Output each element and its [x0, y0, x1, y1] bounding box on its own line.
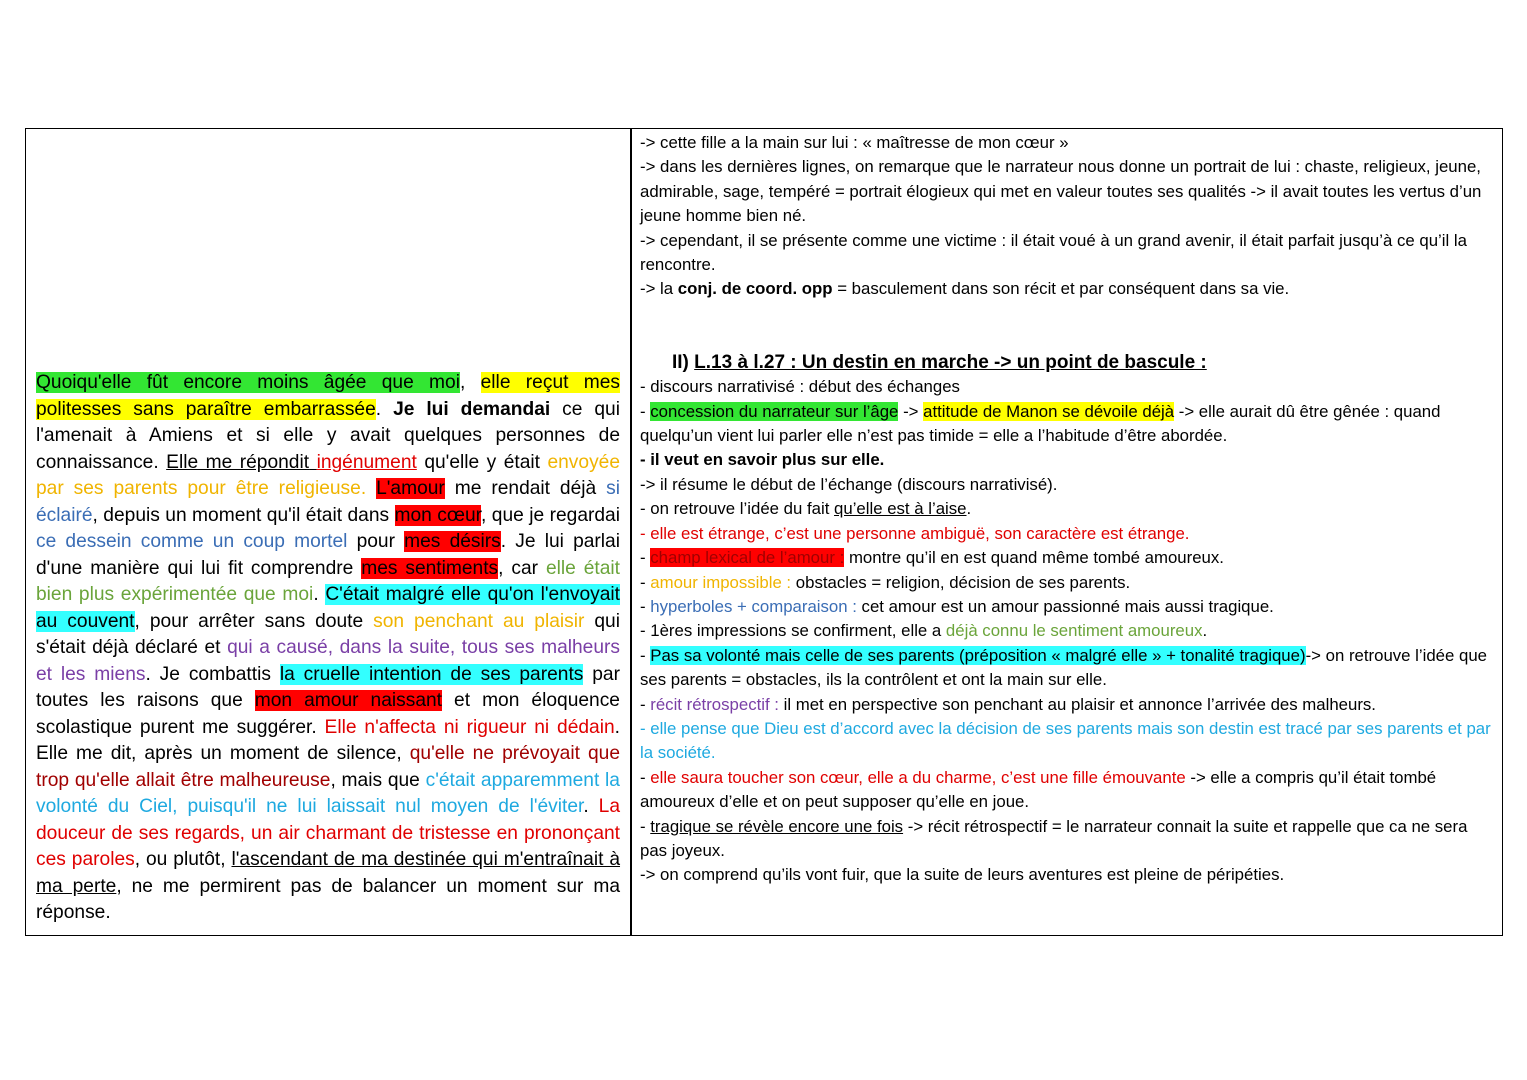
text-run: me rendait déjà: [444, 478, 607, 499]
text-run: ->: [898, 401, 924, 421]
analysis-column: [640, 131, 1496, 888]
text-run: -: [640, 694, 651, 714]
text-run: , ou plutôt,: [134, 849, 232, 870]
section-number: II): [672, 351, 695, 373]
analysis-line: - il veut en savoir plus sur elle.: [640, 450, 885, 470]
text-run: -> la: [640, 279, 678, 299]
spacer: [640, 302, 1496, 351]
analysis-line: [640, 619, 1496, 643]
text-run: ce qui l'amenait à Amiens et si elle y avait quelques personnes de connaissance.: [36, 398, 620, 473]
highlight-cyan: la cruelle intention de ses parents: [279, 663, 584, 685]
highlight-red: mon cœur: [394, 504, 481, 526]
bold-text: Je lui demandai: [393, 398, 551, 420]
text-run: .: [313, 584, 326, 605]
two-column-table: [25, 128, 1503, 936]
highlight-red: mes désirs: [404, 531, 501, 552]
text-run: -> elle a compris qu’il était tombé amoureux d’elle et on peut supposer qu’elle en joue.: [640, 767, 1437, 812]
bold-text: conj. de coord. opp: [677, 279, 833, 299]
analysis-line: -> dans les dernières lignes, on remarque que le narrateur nous donne un portrait de lui : chaste, religieux, jeune, admirable, sage, tempéré = portrait élogieux qui met en valeur toutes ses qualités -> il avait toutes les vertus d’un jeune homme bien né.: [640, 157, 1482, 226]
analysis-line: - discours narrativisé : début des échanges: [640, 377, 960, 397]
analysis-line: -> on comprend qu’ils vont fuir, que la suite de leurs aventures est pleine de péripéties.: [640, 865, 1285, 885]
analysis-line: -> cette fille a la main sur lui : « maîtresse de mon cœur »: [640, 133, 1069, 152]
text-run: cet amour est un amour passionné mais aussi tragique.: [856, 596, 1274, 616]
highlight-cyan: Pas sa volonté mais celle de ses parents (préposition « malgré elle » + tonalité tragique): [650, 645, 1306, 665]
text-run: -: [640, 596, 651, 616]
text-run: = basculement dans son récit et par conséquent dans sa vie.: [832, 279, 1290, 299]
text-run: obstacles = religion, décision de ses parents.: [791, 572, 1131, 592]
text-run: -: [640, 572, 651, 592]
text-run: -> elle aurait dû être gênée : quand quelqu’un vient lui parler elle n’est pas timide = elle a l’habitude d’être abordée.: [640, 401, 1441, 446]
red-text: elle saura toucher son cœur, elle a du charme, c’est une fille émouvante: [650, 767, 1186, 787]
text-run: -: [640, 767, 651, 787]
text-run: -: [640, 401, 651, 421]
underlined-text: qu’elle est à l’aise: [834, 499, 967, 519]
text-run: . Elle me dit, après un moment de silence,: [36, 716, 620, 764]
purple-text: qui a causé, dans la suite, tous ses malheurs et les miens: [36, 637, 620, 685]
text-run: -> récit rétrospectif = le narrateur connait la suite et rappelle que ca ne sera pas joyeux.: [640, 816, 1468, 860]
text-run: .: [583, 796, 599, 817]
highlight-cyan: C'était malgré elle qu'on l'envoyait au couvent: [36, 584, 620, 632]
text-run: , pour arrêter sans doute: [134, 610, 374, 632]
blue-text: ce dessein comme un coup mortel: [36, 531, 348, 552]
highlight-green: Quoiqu'elle fût encore moins âgée que moi: [36, 372, 460, 393]
text-run: par toutes les raisons que: [36, 663, 620, 711]
highlight-red: mon amour naissant: [254, 690, 443, 711]
analysis-line: [640, 400, 1496, 449]
analysis-line: [640, 595, 1496, 619]
highlight-green: concession du narrateur sur l’âge: [650, 401, 899, 421]
text-run: qu'elle y était: [416, 451, 548, 473]
analysis-line: [640, 644, 1496, 693]
orange-text: envoyée par ses parents pour être religieuse.: [36, 451, 621, 499]
highlight-red: mes sentiments: [361, 557, 499, 579]
text-run: , depuis un moment qu'il était dans: [92, 504, 395, 526]
purple-text: récit rétrospectif :: [650, 694, 779, 714]
text-run: -: [640, 548, 651, 568]
orange-text: amour impossible :: [650, 572, 792, 592]
analysis-line: [640, 277, 1496, 301]
underlined-text: Elle me répondit: [166, 451, 310, 473]
highlight-yellow: elle reçut mes politesses sans paraître embarrassée: [36, 372, 620, 420]
text-run: -: [640, 645, 651, 665]
highlight-red: L'amour: [376, 478, 445, 499]
blue-text: si éclairé: [36, 478, 620, 526]
text-run: , que je regardai: [481, 504, 620, 526]
analysis-line: [640, 571, 1496, 595]
text-run: -: [640, 816, 651, 836]
text-run: montre qu’il en est quand même tombé amoureux.: [844, 548, 1224, 568]
analysis-line: -> il résume le début de l’échange (discours narrativisé).: [640, 474, 1058, 494]
text-run: - on retrouve l’idée du fait: [640, 499, 835, 519]
text-run: . Je lui parlai d'une manière qui lui fit comprendre: [36, 531, 620, 579]
text-run: , ne me permirent pas de balancer un moment sur ma réponse.: [36, 875, 620, 923]
analysis-line: [640, 815, 1496, 864]
text-run: [366, 478, 376, 499]
text-run: et mon éloquence scolastique purent me suggérer.: [36, 690, 620, 738]
analysis-line: -> cependant, il se présente comme une victime : il était voué à un grand avenir, il était parfait jusqu’à ce qu’il la rencontre.: [640, 230, 1467, 275]
text-run: . Je combattis: [145, 663, 280, 685]
text-run: .: [1202, 621, 1208, 641]
cyan-text: c'était apparemment la volonté du Ciel, puisqu'il ne lui laissait nul moyen de l'éviter: [36, 769, 620, 817]
text-run: il met en perspective son penchant au plaisir et annonce l’arrivée des malheurs.: [778, 694, 1376, 714]
source-text-passage: [36, 370, 620, 927]
text-run: .: [966, 499, 972, 519]
red-text: La douceur de ses regards, un air charmant de tristesse en prononçant ces paroles: [36, 796, 620, 870]
green-text: elle était bien plus expérimentée que moi: [36, 557, 621, 605]
highlight-yellow: attitude de Manon se dévoile déjà: [923, 401, 1175, 421]
text-run: [309, 452, 316, 473]
blue-text: hyperboles + comparaison :: [650, 596, 857, 616]
text-run: qui s'était déjà déclaré et: [36, 610, 620, 658]
red-text: Elle n'affecta ni rigueur ni dédain: [324, 716, 615, 738]
analysis-line: - elle pense que Dieu est d’accord avec la décision de ses parents mais son destin est tracé par ses parents et par la société.: [640, 718, 1491, 763]
text-run: , mais que: [330, 769, 426, 791]
text-run: ,: [459, 372, 481, 393]
text-run: - 1ères impressions se confirment, elle a: [640, 621, 946, 641]
text-run: , car: [498, 557, 546, 579]
analysis-line: [640, 693, 1496, 717]
column-divider: [630, 129, 632, 935]
green-text: déjà connu le sentiment amoureux: [945, 621, 1203, 641]
dark-red-text: qu'elle ne prévoyait que trop qu'elle allait être malheureuse: [36, 743, 621, 791]
red-underlined-text: ingénument: [316, 451, 417, 473]
section-heading-text: L.13 à l.27 : Un destin en marche -> un point de bascule :: [694, 351, 1207, 373]
analysis-line: - elle est étrange, c’est une personne ambiguë, son caractère est étrange.: [640, 523, 1190, 543]
text-run: .: [375, 398, 394, 420]
underlined-text: tragique se révèle encore une fois: [650, 816, 904, 836]
text-run: pour: [347, 531, 405, 552]
analysis-line: [640, 546, 1496, 570]
orange-text: son penchant au plaisir: [373, 610, 585, 632]
underlined-text: l'ascendant de ma destinée qui m'entraînait à ma perte: [36, 849, 621, 897]
section-title: [640, 351, 1496, 375]
analysis-line: [640, 497, 1496, 521]
text-run: -> on retrouve l’idée que ses parents = obstacles, ils la contrôlent et ont la main sur elle.: [640, 645, 1488, 690]
analysis-line: [640, 766, 1496, 815]
highlight-red: champ lexical de l’amour :: [650, 548, 845, 568]
